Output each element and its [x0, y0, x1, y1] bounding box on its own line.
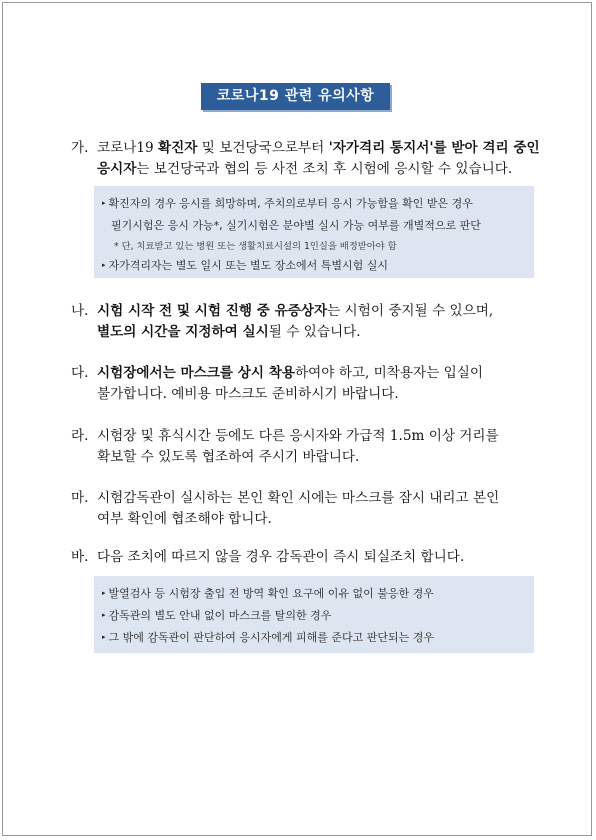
- item-line: 시험장에서는 마스크를 상시 착용하여야 하고, 미착용자는 입실이: [97, 365, 484, 381]
- item-marker: 다.: [71, 365, 89, 381]
- note-line: 필기시험은 응시 가능*, 실기시험은 분야별 실시 가능 여부를 개별적으로 판단: [111, 219, 481, 232]
- triangle-bullet-icon: ▸: [102, 261, 106, 269]
- note-line: ▸ 그 밖에 감독관이 판단하여 응시자에게 피해를 준다고 판단되는 경우: [102, 631, 435, 644]
- item-line: 다음 조치에 따르지 않을 경우 감독관이 즉시 퇴실조치 합니다.: [97, 549, 465, 565]
- note-box-ba: [94, 576, 534, 653]
- item-line: 여부 확인에 협조해야 합니다.: [97, 511, 272, 527]
- item-line: 확보할 수 있도록 협조하여 주시기 바랍니다.: [97, 449, 360, 465]
- item-marker: 나.: [71, 303, 89, 319]
- triangle-bullet-icon: ▸: [102, 589, 106, 597]
- page-title: 코로나19 관련 유의사항: [201, 83, 390, 110]
- note-box-ga: [94, 186, 534, 278]
- item-line: 코로나19 확진자 및 보건당국으로부터 '자가격리 통지서'를 받아 격리 중인: [97, 140, 540, 156]
- triangle-bullet-icon: ▸: [102, 633, 106, 641]
- item-line: 불가합니다. 예비용 마스크도 준비하시기 바랍니다.: [97, 386, 399, 402]
- page-frame: [2, 2, 592, 836]
- triangle-bullet-icon: ▸: [102, 611, 106, 619]
- note-line: ▸ 감독관의 별도 안내 없이 마스크를 탈의한 경우: [102, 609, 332, 622]
- item-line: 별도의 시간을 지정하여 실시될 수 있습니다.: [97, 324, 361, 340]
- note-line: ▸ 발열검사 등 시험장 출입 전 방역 확인 요구에 이유 없이 불응한 경우: [102, 587, 434, 600]
- item-marker: 가.: [71, 140, 89, 156]
- item-line: 시험감독관이 실시하는 본인 확인 시에는 마스크를 잠시 내리고 본인: [97, 490, 500, 506]
- note-line: ▸ 자가격리자는 별도 일시 또는 별도 장소에서 특별시험 실시: [102, 259, 389, 272]
- item-line: 응시자는 보건당국과 협의 등 사전 조치 후 시험에 응시할 수 있습니다.: [97, 161, 513, 177]
- triangle-bullet-icon: ▸: [102, 199, 106, 207]
- note-footnote: * 단, 치료받고 있는 병원 또는 생활치료시설의 1인실을 배정받아야 함: [114, 241, 397, 252]
- item-marker: 바.: [71, 549, 89, 565]
- item-line: 시험장 및 휴식시간 등에도 다른 응시자와 가급적 1.5m 이상 거리를: [97, 428, 499, 444]
- item-marker: 라.: [71, 428, 89, 444]
- item-line: 시험 시작 전 및 시험 진행 중 유증상자는 시험이 중지될 수 있으며,: [97, 303, 494, 319]
- item-marker: 마.: [71, 490, 89, 506]
- note-line: ▸ 확진자의 경우 응시를 희망하며, 주치의로부터 응시 가능함을 확인 받은 경우: [102, 197, 473, 210]
